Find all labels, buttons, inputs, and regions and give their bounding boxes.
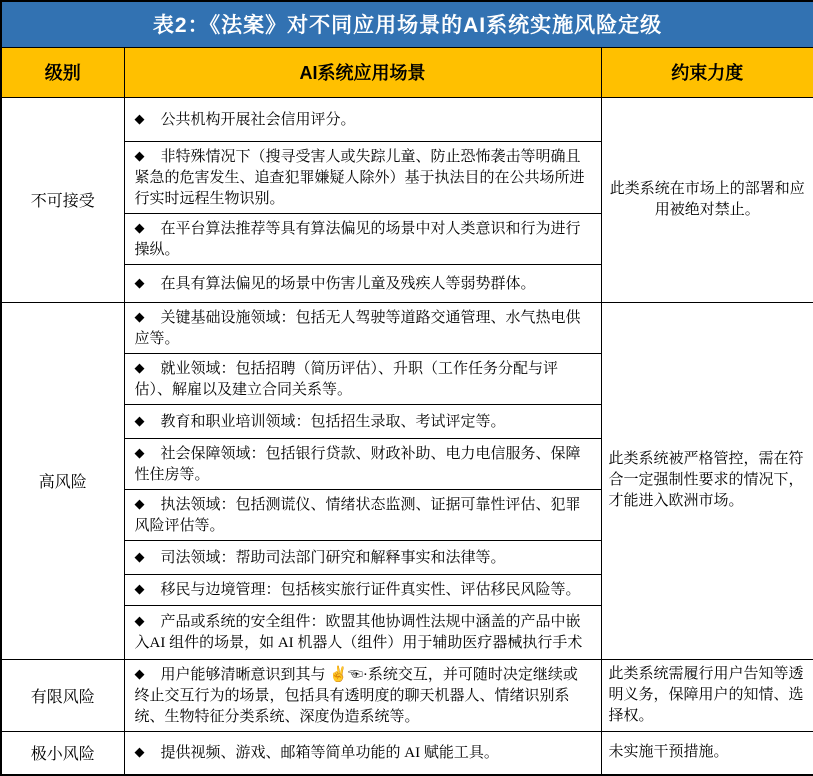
scenario-cell (124, 605, 601, 659)
scenario-cell (124, 659, 601, 731)
scenario-cell (124, 731, 601, 775)
table-title-row (1, 1, 813, 47)
scenario-text: 就业领域：包括招聘（简历评估）、升职（工作任务分配与评估）、解雇以及建立合同关系等。 (134, 360, 559, 398)
constraint-cell-limited-risk: 此类系统需履行用户告知等透明义务，保障用户的知情、选择权。 (601, 659, 813, 731)
col-header-scenario: AI系统应用场景 (124, 47, 601, 97)
level-cell-minimal-risk: 极小风险 (1, 731, 124, 775)
scenario-text: 非特殊情况下（搜寻受害人或失踪儿童、防止恐怖袭击等明确且紧急的危害发生、追查犯罪嫌疑人除外）基于执法目的在公共场所进行实时远程生物识别。 (134, 148, 585, 207)
scenario-text: 社会保障领域：包括银行贷款、财政补助、电力电信服务、保障性住房等。 (134, 445, 581, 483)
scenario-cell (124, 264, 601, 302)
scenario-cell (124, 574, 601, 605)
scenario-cell (124, 141, 601, 213)
diamond-bullet-icon: ◆ (134, 495, 145, 511)
diamond-bullet-icon: ◆ (134, 147, 145, 163)
table-row (1, 97, 813, 141)
diamond-bullet-icon: ◆ (134, 581, 145, 596)
scenario-text: 关键基础设施领域：包括无人驾驶等道路交通管理、水气热电供应等。 (134, 309, 581, 347)
level-cell-unacceptable: 不可接受 (1, 97, 124, 302)
level-cell-limited-risk: 有限风险 (1, 659, 124, 731)
diamond-bullet-icon: ◆ (134, 548, 145, 564)
diamond-bullet-icon: ◆ (134, 274, 145, 290)
scenario-text: 移民与边境管理：包括核实旅行证件真实性、评估移民风险等。 (160, 582, 581, 598)
scenario-cell (124, 404, 601, 438)
col-header-level: 级别 (1, 47, 124, 97)
scenario-text: 公共机构开展社会信用评分。 (160, 111, 356, 128)
scenario-cell (124, 97, 601, 141)
table-row (1, 659, 813, 731)
scenario-text: 司法领域：帮助司法部门研究和解释事实和法律等。 (160, 549, 506, 566)
scenario-text: 在具有算法偏见的场景中伤害儿童及残疾人等弱势群体。 (160, 275, 536, 292)
scenario-text: 在平台算法推荐等具有算法偏见的场景中对人类意识和行为进行操纵。 (134, 220, 581, 258)
diamond-bullet-icon: ◆ (134, 444, 145, 460)
table-row (1, 731, 813, 775)
constraint-cell-unacceptable: 此类系统在市场上的部署和应用被绝对禁止。 (601, 97, 813, 302)
diamond-bullet-icon: ◆ (134, 219, 145, 235)
scenario-cell (124, 213, 601, 264)
constraint-cell-minimal-risk: 未实施干预措施。 (601, 731, 813, 775)
scenario-text: 产品或系统的安全组件：欧盟其他协调性法规中涵盖的产品中嵌入AI 组件的场景，如 AI 机器人（组件）用于辅助医疗器械执行手术 (134, 614, 583, 651)
scenario-text: 提供视频、游戏、邮箱等简单功能的 AI 赋能工具。 (160, 745, 499, 762)
diamond-bullet-icon: ◆ (134, 613, 145, 628)
constraint-cell-high-risk: 此类系统被严格管控，需在符合一定强制性要求的情况下，才能进入欧洲市场。 (601, 302, 813, 659)
scenario-cell (124, 302, 601, 353)
level-cell-high-risk: 高风险 (1, 302, 124, 659)
scenario-text: 教育和职业培训领域：包括招生录取、考试评定等。 (160, 413, 506, 430)
diamond-bullet-icon: ◆ (134, 359, 145, 375)
table-header-row (1, 47, 813, 97)
scenario-text: 用户能够清晰意识到其与 ✌☜·系统交互，并可随时决定继续或终止交互行为的场景，包括具有透明度的聊天机器人、情绪识别系统、生物特征分类系统、深度伪造系统等。 (134, 666, 578, 725)
diamond-bullet-icon: ◆ (134, 110, 145, 126)
diamond-bullet-icon: ◆ (134, 744, 145, 760)
diamond-bullet-icon: ◆ (134, 665, 145, 681)
col-header-constraint: 约束力度 (601, 47, 813, 97)
diamond-bullet-icon: ◆ (134, 308, 145, 324)
scenario-cell (124, 438, 601, 489)
scenario-text: 执法领域：包括测谎仪、情绪状态监测、证据可靠性评估、犯罪风险评估等。 (134, 496, 581, 534)
scenario-cell (124, 489, 601, 540)
table-title: 表2：《法案》对不同应用场景的AI系统实施风险定级 (1, 1, 813, 47)
table-row (1, 302, 813, 353)
scenario-cell (124, 353, 601, 404)
diamond-bullet-icon: ◆ (134, 412, 145, 428)
scenario-cell (124, 540, 601, 574)
